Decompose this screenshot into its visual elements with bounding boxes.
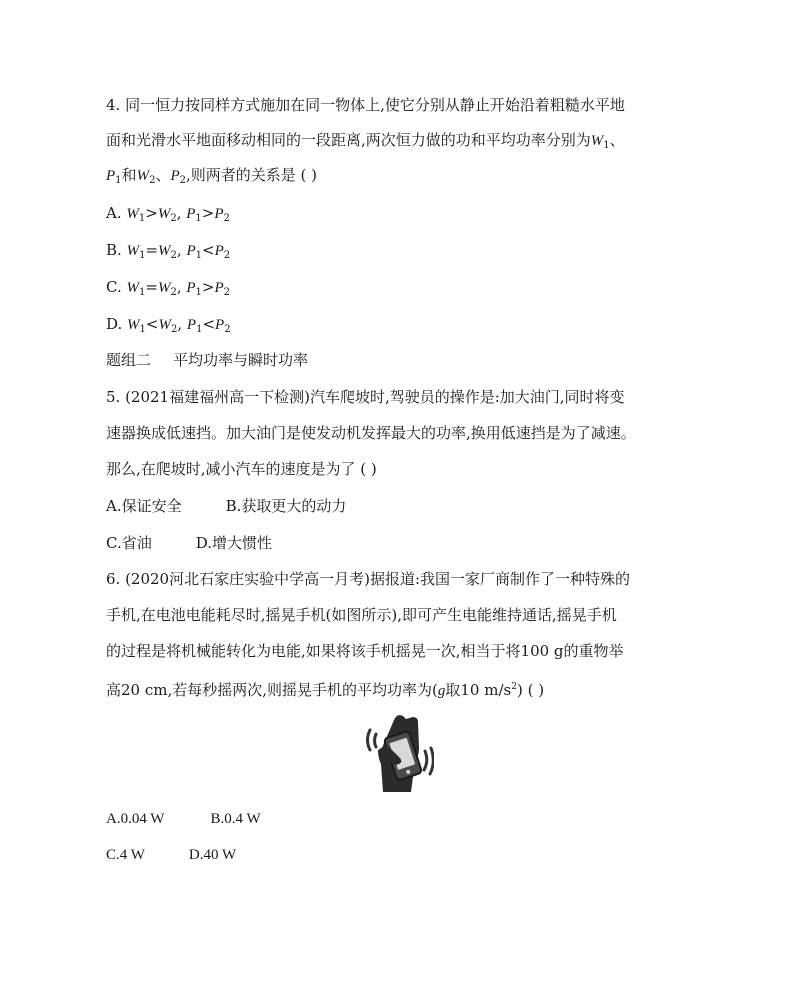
q5-stem-line-3: [106, 459, 377, 479]
q6-stem-line-2: [106, 605, 617, 625]
q4-option-b[interactable]: B. $W_1=W_2$, $P_1<P_2$: [106, 241, 231, 261]
q6-stem-text: 6. (2020河北石家庄实验中学高一月考)据报道:我国一家厂商制作了一种特殊的: [106, 570, 631, 588]
section-label: 题组二: [106, 351, 152, 369]
q6-stem-text: 手机,在电池电能耗尽时,摇晃手机(如图所示),即可产生电能维持通话,摇晃手机: [106, 606, 617, 624]
q5-stem-text: 速器换成低速挡。加大油门是使发动机发挥最大的功率,换用低速挡是为了减速。: [106, 424, 636, 442]
q4-stem-text: 4. 同一恒力按同样方式施加在同一物体上,使它分别从静止开始沿着粗糙水平地: [106, 96, 625, 114]
q5-option-a[interactable]: A.保证安全: [106, 497, 182, 515]
hand-shaking-phone-icon: [364, 708, 434, 800]
q4-stem-line-1: [106, 95, 625, 115]
q6-option-a[interactable]: A.0.04 W: [106, 811, 165, 827]
q4-stem-text: 面和光滑水平地面移动相同的一段距离,两次恒力做的功和平均功率分别为: [106, 131, 591, 149]
q4-option-d[interactable]: D. $W_1<W_2$, $P_1<P_2$: [106, 315, 231, 335]
q4-stem-line-2: 面和光滑水平地面移动相同的一段距离,两次恒力做的功和平均功率分别为$W_1$、: [106, 131, 625, 151]
q4-stem-line-3: $P_1$和$W_2$、$P_2$,则两者的关系是 ( ): [106, 166, 318, 186]
q4-option-a[interactable]: A. $W_1>W_2$, $P_1>P_2$: [106, 204, 230, 224]
q6-stem-line-4: 高20 cm,若每秒摇两次,则摇晃手机的平均功率为(g取10 $m/s^2$) ( ): [106, 681, 545, 699]
section-title: 平均功率与瞬时功率: [173, 351, 309, 369]
q5-option-c[interactable]: C.省油: [106, 534, 152, 552]
q6-stem-text: 的过程是将机械能转化为电能,如果将该手机摇晃一次,相当于将100 g的重物举: [106, 642, 624, 660]
q6-options-row-2: [106, 844, 236, 865]
q5-options-row-2: [106, 533, 272, 553]
q6-stem-line-3: [106, 641, 624, 661]
q6-option-b[interactable]: B.0.4 W: [210, 811, 261, 827]
section-heading: [106, 350, 308, 370]
q6-stem-line-1: [106, 569, 630, 589]
q5-options-row-1: [106, 496, 346, 516]
q5-stem-line-1: [106, 387, 625, 407]
q4-option-c[interactable]: C. $W_1=W_2$, $P_1>P_2$: [106, 278, 231, 298]
q5-option-b[interactable]: B.获取更大的动力: [225, 497, 347, 515]
q5-stem-line-2: [106, 423, 636, 443]
q6-option-d[interactable]: D.40 W: [188, 847, 237, 863]
q6-options-row-1: [106, 808, 261, 829]
q5-stem-text: 5. (2021福建福州高一下检测)汽车爬坡时,驾驶员的操作是:加大油门,同时将变: [106, 388, 625, 406]
q6-option-c[interactable]: C.4 W: [106, 847, 145, 863]
q5-stem-text: 那么,在爬坡时,减小汽车的速度是为了 ( ): [106, 460, 377, 478]
q5-option-d[interactable]: D.增大惯性: [195, 534, 272, 552]
